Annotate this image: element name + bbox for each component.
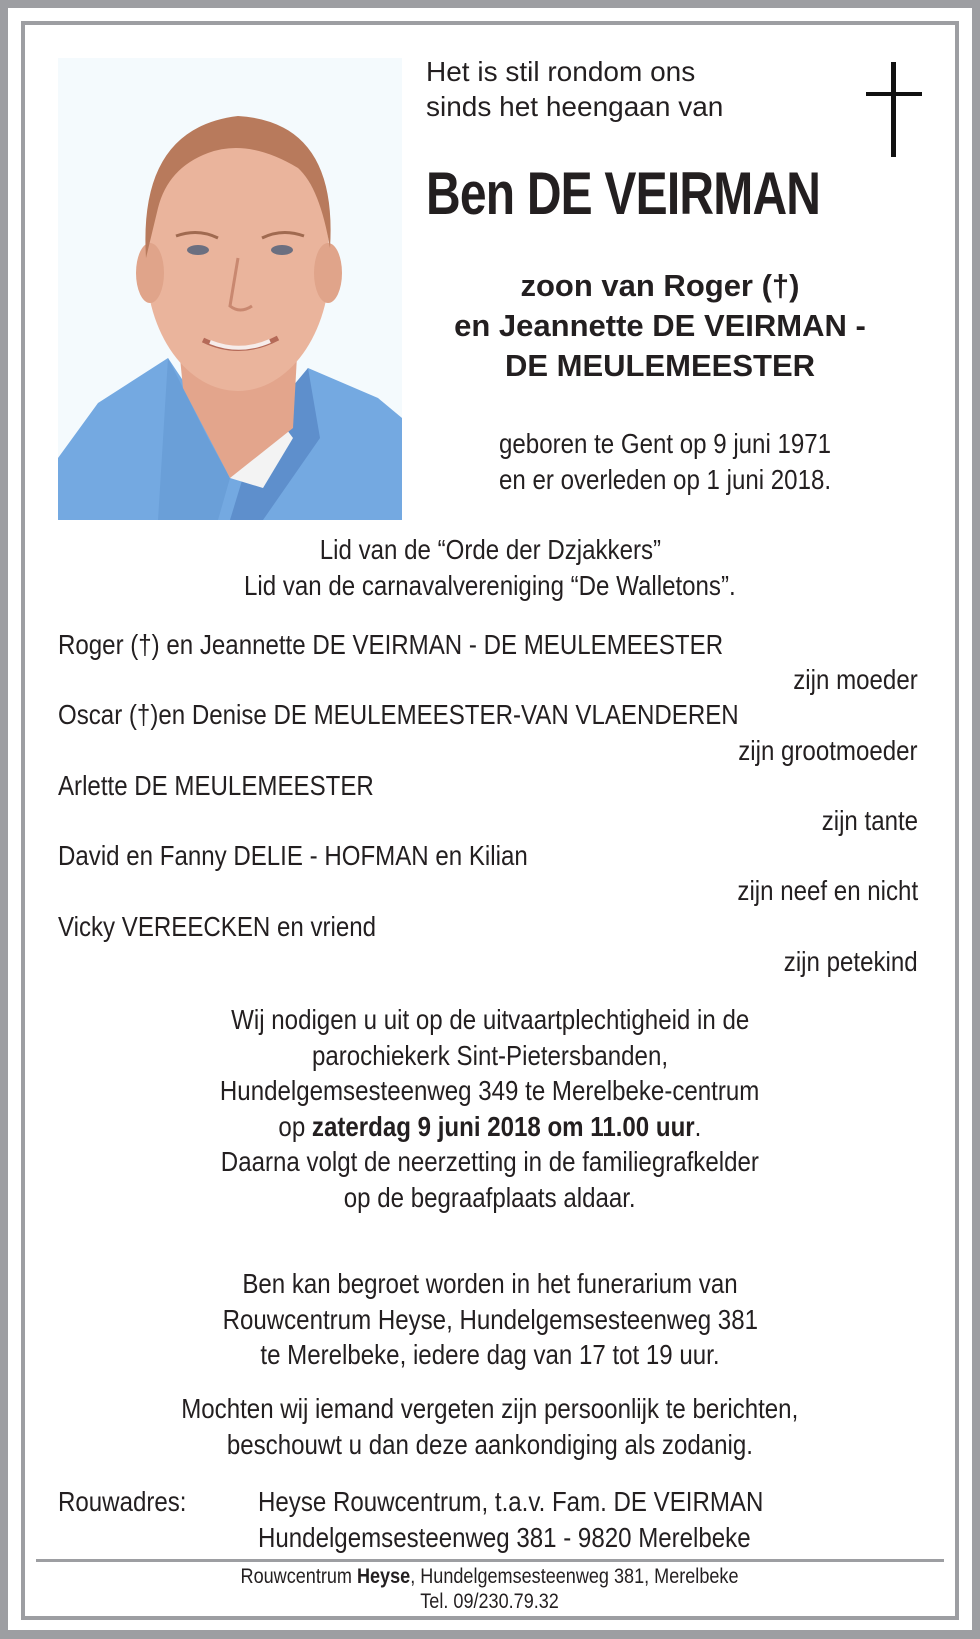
family-list	[58, 627, 918, 979]
footer-phone: Tel. 09/230.79.32	[420, 1590, 560, 1613]
notice-line: beschouwt u dan deze aankondiging als zodanig.	[226, 1428, 754, 1460]
service-line: Wij nodigen u uit op de uitvaartplechtigheid in de	[230, 1004, 750, 1035]
visitation-line: Rouwcentrum Heyse, Hundelgemsesteenweg 381	[222, 1303, 758, 1335]
family-names: Roger (†) en Jeannette DE VEIRMAN - DE MEULEMEESTER	[58, 629, 724, 660]
notice-line: Mochten wij iemand vergeten zijn persoonlijk te berichten,	[181, 1393, 799, 1424]
mourning-address	[258, 1484, 846, 1556]
family-relation: zijn tante	[821, 805, 918, 837]
service-line: Hundelgemsesteenweg 349 te Merelbeke-centrum	[220, 1075, 760, 1106]
family-relation: zijn grootmoeder	[738, 734, 918, 766]
service-line: op de begraafplaats aldaar.	[344, 1181, 636, 1213]
family-relation: zijn petekind	[784, 945, 918, 977]
visitation-line: Ben kan begroet worden in het funerarium van	[242, 1268, 738, 1299]
footer	[40, 1564, 940, 1614]
family-names: Vicky VEREECKEN en vriend	[58, 910, 377, 942]
memberships	[40, 532, 940, 604]
intro-line-1: Het is stil rondom ons	[426, 56, 696, 87]
intro-text	[426, 54, 723, 124]
funeral-service	[40, 1002, 940, 1215]
family-names: Arlette DE MEULEMEESTER	[58, 769, 374, 801]
mourning-address-label: Rouwadres:	[58, 1486, 187, 1517]
parents-line-2: en Jeannette DE VEIRMAN -	[454, 308, 866, 343]
deceased-name: Ben DE VEIRMAN	[426, 160, 821, 227]
service-datetime: op zaterdag 9 juni 2018 om 11.00 uur.	[278, 1110, 702, 1142]
visitation-line: te Merelbeke, iedere dag van 17 tot 19 uur.	[260, 1339, 720, 1370]
membership-2: Lid van de carnavalvereniging “De Walletons”.	[244, 570, 736, 601]
family-relation: zijn moeder	[793, 664, 918, 696]
service-date-bold: zaterdag 9 juni 2018 om 11.00 uur	[312, 1110, 695, 1142]
intro-line-2: sinds het heengaan van	[426, 91, 724, 122]
portrait-photo	[58, 58, 402, 520]
notice	[40, 1391, 940, 1462]
address-line: Hundelgemsesteenweg 381 - 9820 Merelbeke	[258, 1522, 751, 1553]
cross-icon-bar	[866, 92, 922, 96]
footer-divider	[36, 1559, 944, 1562]
address-line: Heyse Rouwcentrum, t.a.v. Fam. DE VEIRMAN	[258, 1486, 764, 1517]
family-names: David en Fanny DELIE - HOFMAN en Kilian	[58, 840, 528, 872]
parents-block	[410, 266, 910, 386]
family-relation: zijn neef en nicht	[737, 875, 918, 907]
birth-line: geboren te Gent op 9 juni 1971	[498, 428, 832, 459]
footer-address: Rouwcentrum Heyse, Hundelgemsesteenweg 381, Merelbeke	[241, 1565, 739, 1588]
parents-line-1: zoon van Roger (†)	[520, 268, 800, 303]
footer-brand: Heyse	[357, 1565, 411, 1588]
service-line: Daarna volgt de neerzetting in de familiegrafkelder	[220, 1146, 760, 1177]
membership-1: Lid van de “Orde der Dzjakkers”	[319, 534, 661, 565]
family-names: Oscar (†)en Denise DE MEULEMEESTER-VAN VLAENDEREN	[58, 699, 739, 731]
death-line: en er overleden op 1 juni 2018.	[498, 464, 832, 495]
visitation	[40, 1266, 940, 1373]
life-dates	[420, 426, 910, 498]
cross-icon	[891, 62, 896, 157]
service-line: parochiekerk Sint-Pietersbanden,	[311, 1039, 669, 1071]
parents-line-3: DE MEULEMEESTER	[504, 348, 816, 383]
